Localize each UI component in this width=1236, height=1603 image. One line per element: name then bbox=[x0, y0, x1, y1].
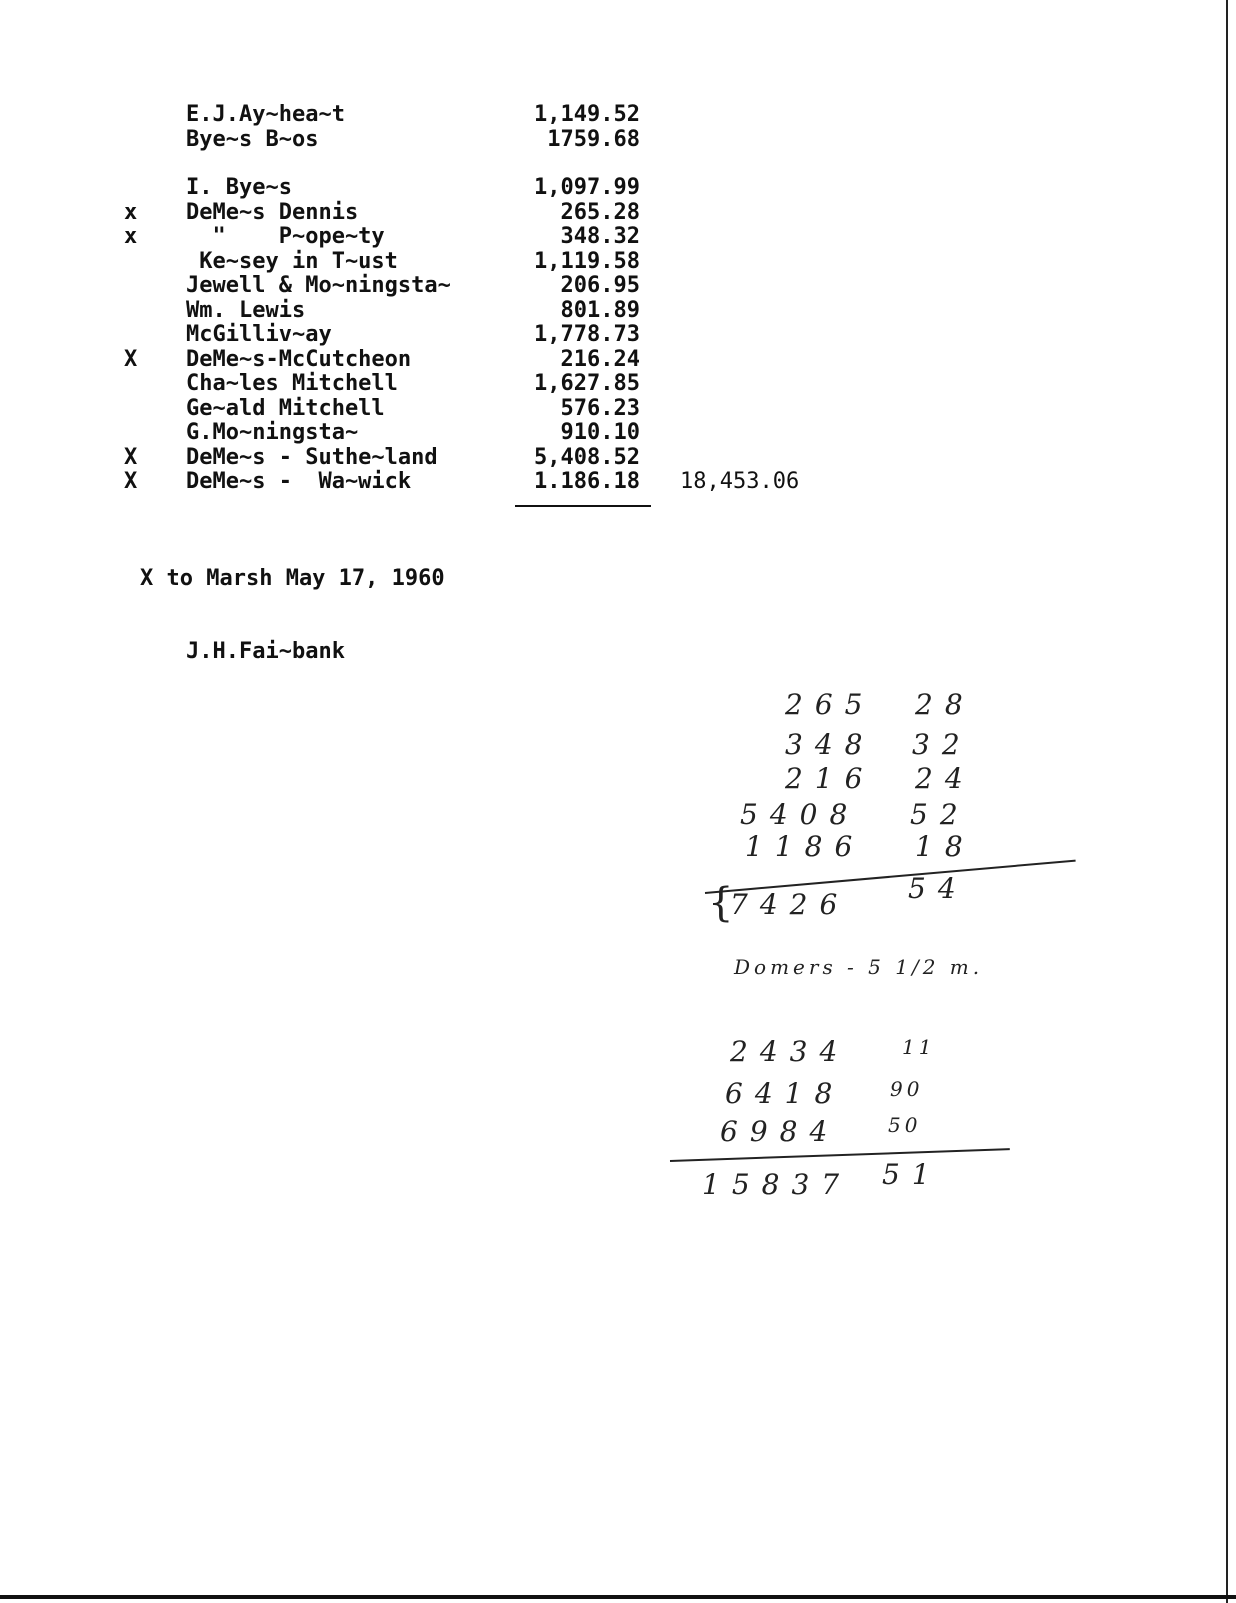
entry-mark: X bbox=[124, 347, 138, 372]
hand-whole: 348 bbox=[785, 728, 875, 761]
entry-name: Cha~les Mitchell bbox=[186, 371, 398, 396]
entry-amount: 576.23 bbox=[560, 396, 640, 421]
entry-amount: 348.32 bbox=[560, 224, 640, 249]
entry-name: I. Bye~s bbox=[186, 175, 292, 200]
hand-whole: 2434 bbox=[730, 1035, 850, 1068]
hand-cents: 28 bbox=[915, 688, 975, 721]
hand-cents: 24 bbox=[915, 762, 975, 795]
page-edge bbox=[0, 1595, 1236, 1599]
entry-amount: 265.28 bbox=[560, 200, 640, 225]
hand-cents: 32 bbox=[912, 728, 972, 761]
entry-name: Ke~sey in T~ust bbox=[186, 249, 398, 274]
entry-name: " P~ope~ty bbox=[186, 224, 385, 249]
entry-mark: x bbox=[124, 200, 138, 225]
entry-amount: 216.24 bbox=[560, 347, 640, 372]
entry-name: DeMe~s-McCutcheon bbox=[186, 347, 412, 372]
hand-cents: 11 bbox=[902, 1035, 936, 1059]
entry-name: Ge~ald Mitchell bbox=[186, 396, 385, 421]
hand-cents: 90 bbox=[890, 1077, 924, 1101]
entry-amount: 910.10 bbox=[560, 420, 640, 445]
hand-whole: 216 bbox=[785, 762, 875, 795]
entry-amount: 801.89 bbox=[560, 298, 640, 323]
entry-amount: 1,119.58 bbox=[534, 249, 640, 274]
entry-name: DeMe~s - Suthe~land bbox=[186, 445, 438, 470]
page-edge bbox=[1226, 0, 1228, 1603]
hand-whole: 6418 bbox=[725, 1077, 845, 1110]
entry-amount: 5,408.52 bbox=[534, 445, 640, 470]
hand-whole: 5408 bbox=[740, 798, 860, 831]
entry-name: G.Mo~ningsta~ bbox=[186, 420, 359, 445]
entry-amount: 1,149.52 bbox=[534, 102, 640, 127]
entry-name: DeMe~s - Wa~wick bbox=[186, 469, 412, 494]
entry-mark: X bbox=[124, 469, 138, 494]
entry-name: Wm. Lewis bbox=[186, 298, 306, 323]
hand-whole: 6984 bbox=[720, 1115, 840, 1148]
entry-name: Bye~s B~os bbox=[186, 127, 319, 152]
entry-name: DeMe~s Dennis bbox=[186, 200, 359, 225]
entry-amount: 1,778.73 bbox=[534, 322, 640, 347]
hand-cents: 18 bbox=[915, 830, 975, 863]
entry-mark: x bbox=[124, 224, 138, 249]
signature-line: J.H.Fai~bank bbox=[186, 639, 345, 664]
entry-name: E.J.Ay~hea~t bbox=[186, 102, 345, 127]
entry-amount: 1,097.99 bbox=[534, 175, 640, 200]
sum-rule bbox=[515, 505, 651, 507]
entry-amount: 1,627.85 bbox=[534, 371, 640, 396]
hand-total-cents: 54 bbox=[908, 872, 968, 905]
hand-cents: 52 bbox=[910, 798, 970, 831]
hand-total-whole: 7426 bbox=[730, 888, 850, 921]
hand-cents: 50 bbox=[888, 1113, 922, 1137]
hand-whole: 265 bbox=[785, 688, 875, 721]
entry-name: McGilliv~ay bbox=[186, 322, 332, 347]
entry-name: Jewell & Mo~ningsta~ bbox=[186, 273, 451, 298]
hand-total-cents: 51 bbox=[882, 1158, 942, 1191]
hand-whole: 1186 bbox=[745, 830, 865, 863]
grand-total: 18,453.06 bbox=[680, 469, 800, 494]
entry-amount: 206.95 bbox=[560, 273, 640, 298]
entry-mark: X bbox=[124, 445, 138, 470]
hand-memo: Domers - 5 1/2 m. bbox=[734, 955, 984, 979]
brace-icon: { bbox=[708, 880, 734, 926]
entry-amount: 1759.68 bbox=[547, 127, 640, 152]
hand-sum-line bbox=[670, 1148, 1010, 1162]
hand-total-whole: 15837 bbox=[702, 1168, 852, 1201]
entry-amount: 1.186.18 bbox=[534, 469, 640, 494]
date-note: X to Marsh May 17, 1960 bbox=[140, 566, 445, 591]
